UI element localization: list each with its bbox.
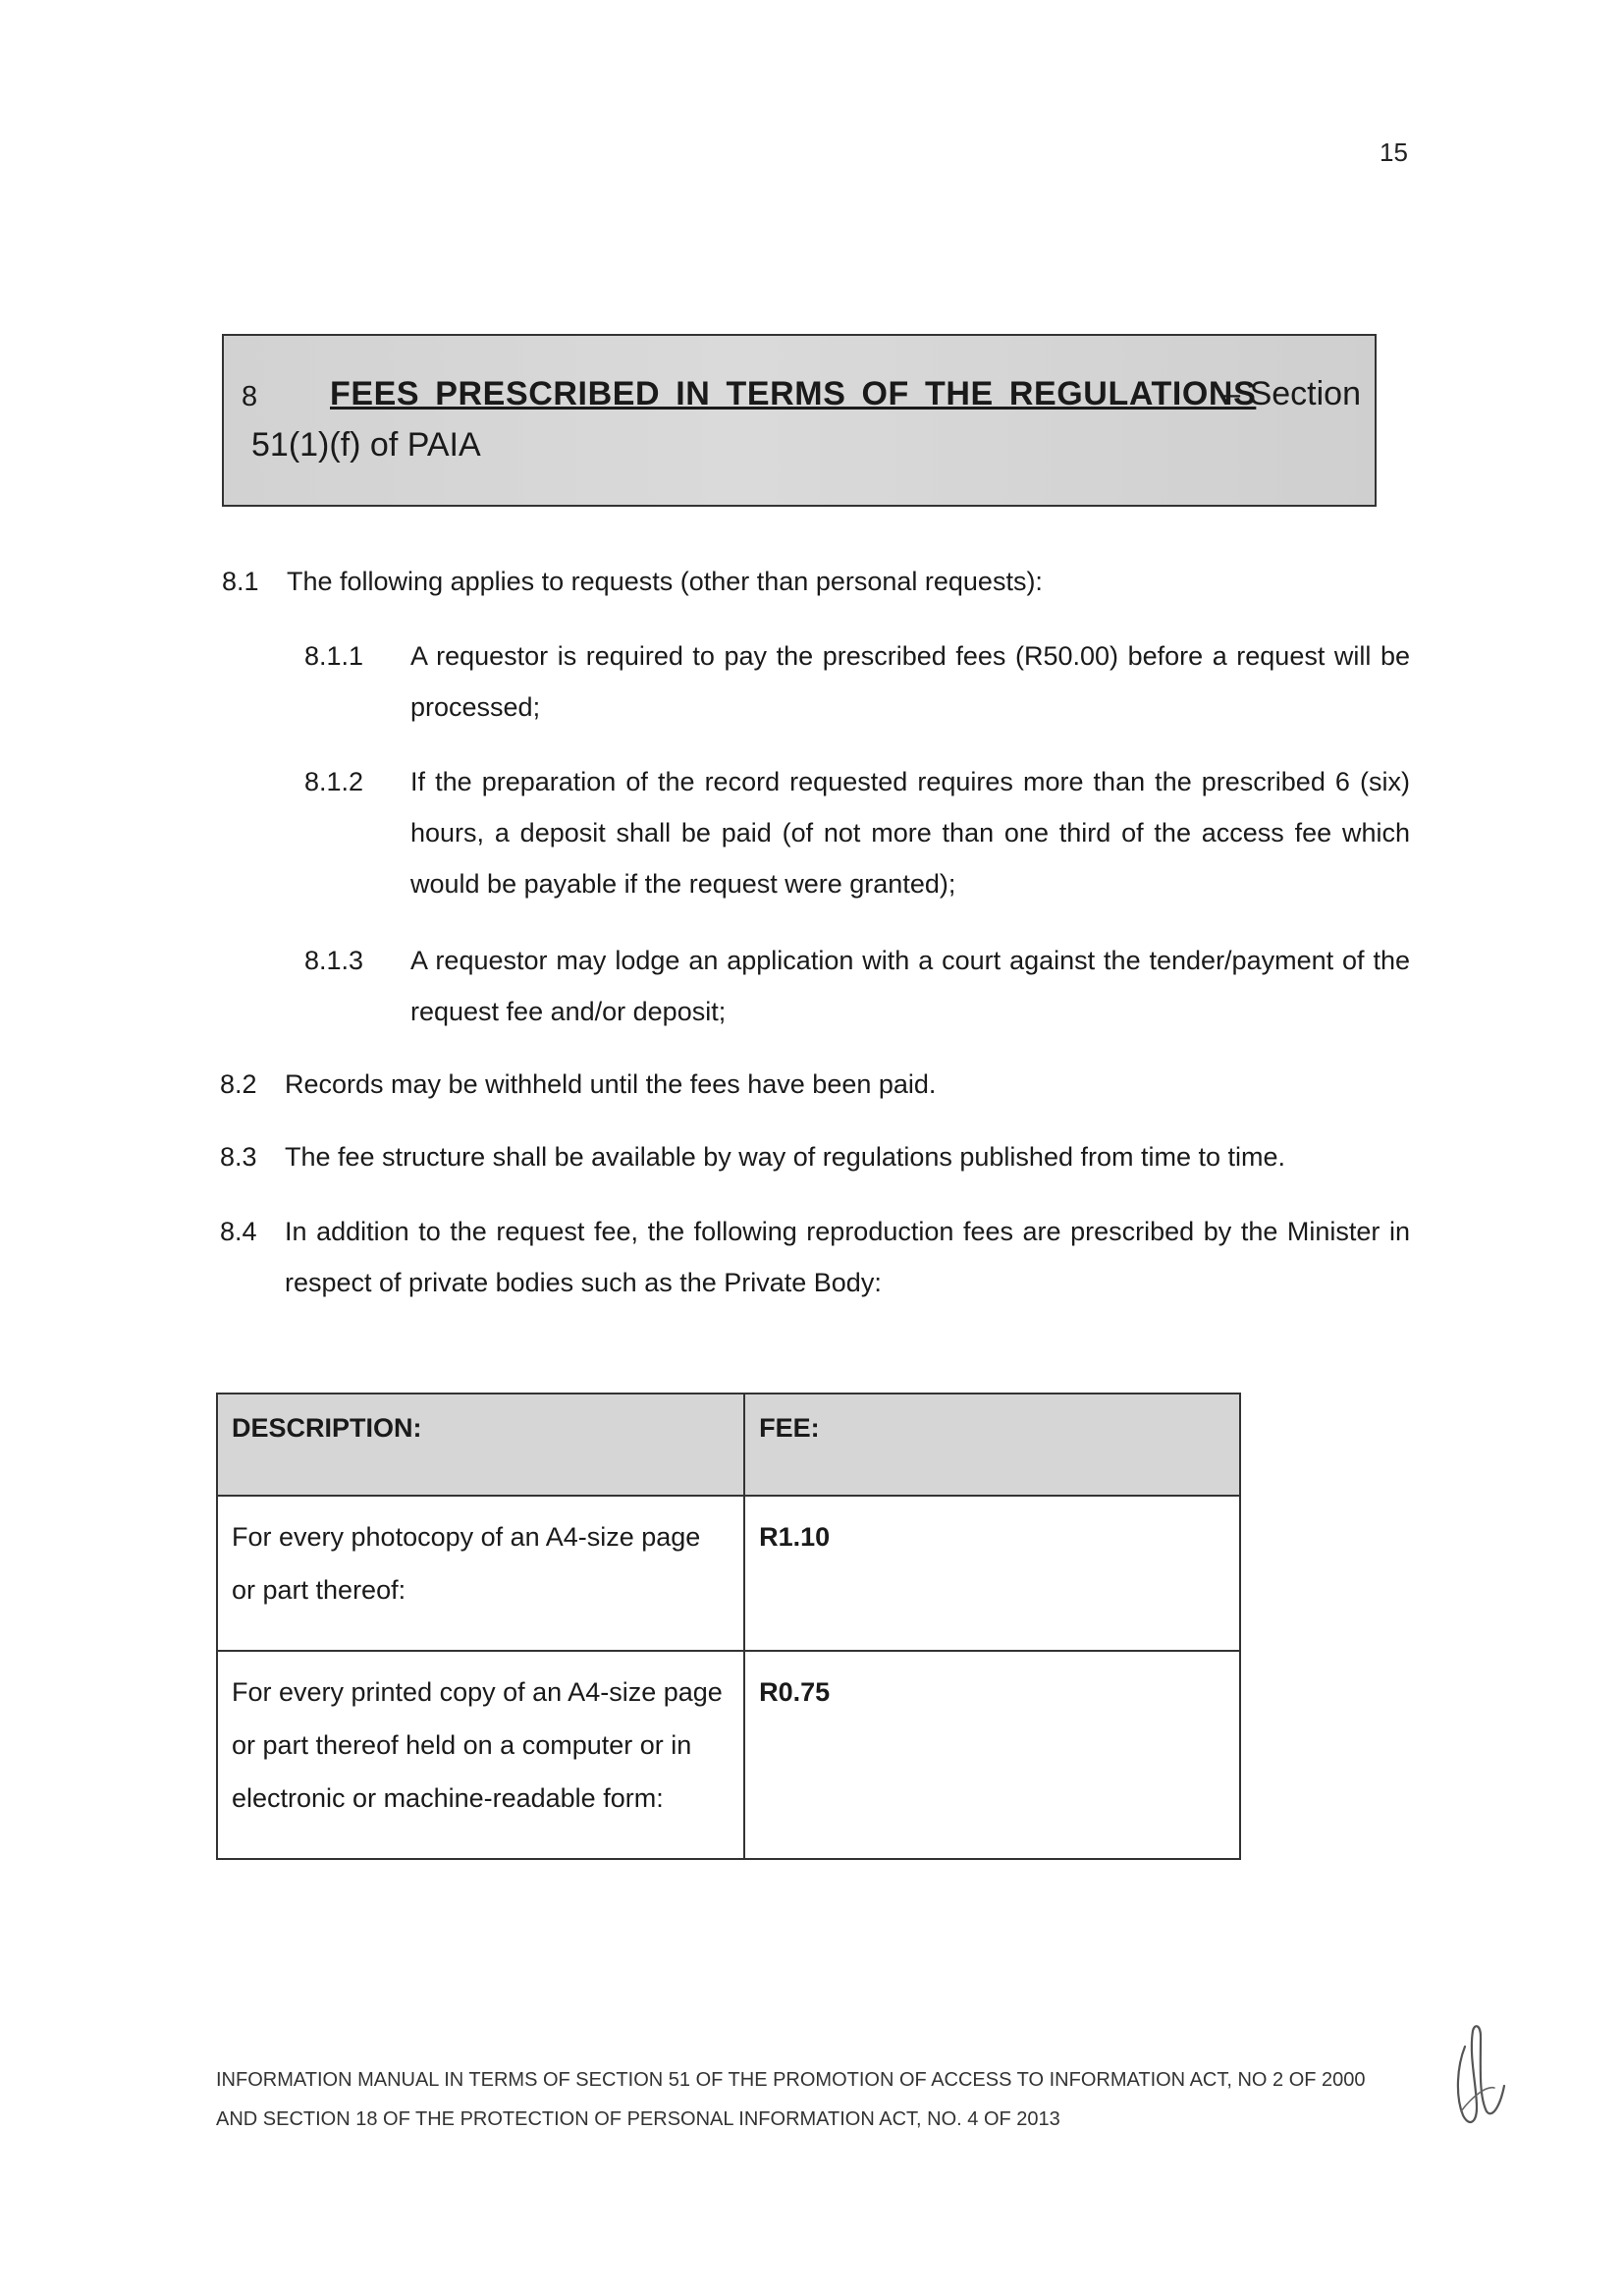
paragraph-text: A requestor is required to pay the prescribed fees (R50.00) before a request will be processed; <box>410 641 1410 722</box>
fee-amount: R1.10 <box>744 1496 1240 1651</box>
paragraph-text: A requestor may lodge an application with a court against the tender/payment of the request fee and/or deposit; <box>410 946 1410 1026</box>
section-heading-suffix: – Section <box>1221 375 1361 412</box>
paragraph-text: If the preparation of the record requested requires more than the prescribed 6 (six) hours, a deposit shall be paid (of not more than one third of the access fee which would be payable if the request were granted); <box>410 767 1410 899</box>
paragraph-number: 8.1.2 <box>304 767 364 796</box>
paragraph-number: 8.3 <box>220 1142 257 1172</box>
paragraph-number: 8.4 <box>220 1217 257 1246</box>
fee-description: For every printed copy of an A4-size page or part thereof held on a computer or in electronic or machine-readable form: <box>217 1651 744 1859</box>
paragraph-text: The fee structure shall be available by way of regulations published from time to time. <box>285 1142 1286 1172</box>
section-number: 8 <box>242 381 258 412</box>
section-heading: FEES PRESCRIBED IN TERMS OF THE REGULATIONS <box>330 375 1257 412</box>
fee-table <box>216 1393 1241 1860</box>
section-heading-box <box>222 334 1377 507</box>
fee-table-header-row <box>217 1394 1240 1496</box>
signature-initials <box>1443 2017 1522 2135</box>
section-heading-reference: 51(1)(f) of PAIA <box>251 426 481 464</box>
table-row <box>217 1496 1240 1651</box>
paragraph-number: 8.2 <box>220 1069 257 1099</box>
paragraph-number: 8.1.3 <box>304 946 364 975</box>
paragraph-text: The following applies to requests (other than personal requests): <box>287 567 1043 596</box>
fee-amount: R0.75 <box>744 1651 1240 1859</box>
fee-description: For every photocopy of an A4-size page or part thereof: <box>217 1496 744 1651</box>
fee-table-header-fee: FEE: <box>744 1394 1240 1496</box>
paragraph-text: In addition to the request fee, the following reproduction fees are prescribed by the Minister in respect of private bodies such as the Private Body: <box>285 1217 1410 1297</box>
document-footer <box>216 2060 1443 2139</box>
table-row <box>217 1651 1240 1859</box>
fee-table-header-description: DESCRIPTION: <box>217 1394 744 1496</box>
footer-line-2: AND SECTION 18 OF THE PROTECTION OF PERSONAL INFORMATION ACT, NO. 4 OF 2013 <box>216 2108 1060 2130</box>
paragraph-number: 8.1.1 <box>304 641 364 671</box>
paragraph-text: Records may be withheld until the fees have been paid. <box>285 1069 937 1099</box>
page-number: 15 <box>1380 137 1408 167</box>
footer-line-1: INFORMATION MANUAL IN TERMS OF SECTION 51 OF THE PROMOTION OF ACCESS TO INFORMATION ACT, NO 2 OF 2000 <box>216 2069 1366 2091</box>
paragraph-number: 8.1 <box>222 567 259 596</box>
